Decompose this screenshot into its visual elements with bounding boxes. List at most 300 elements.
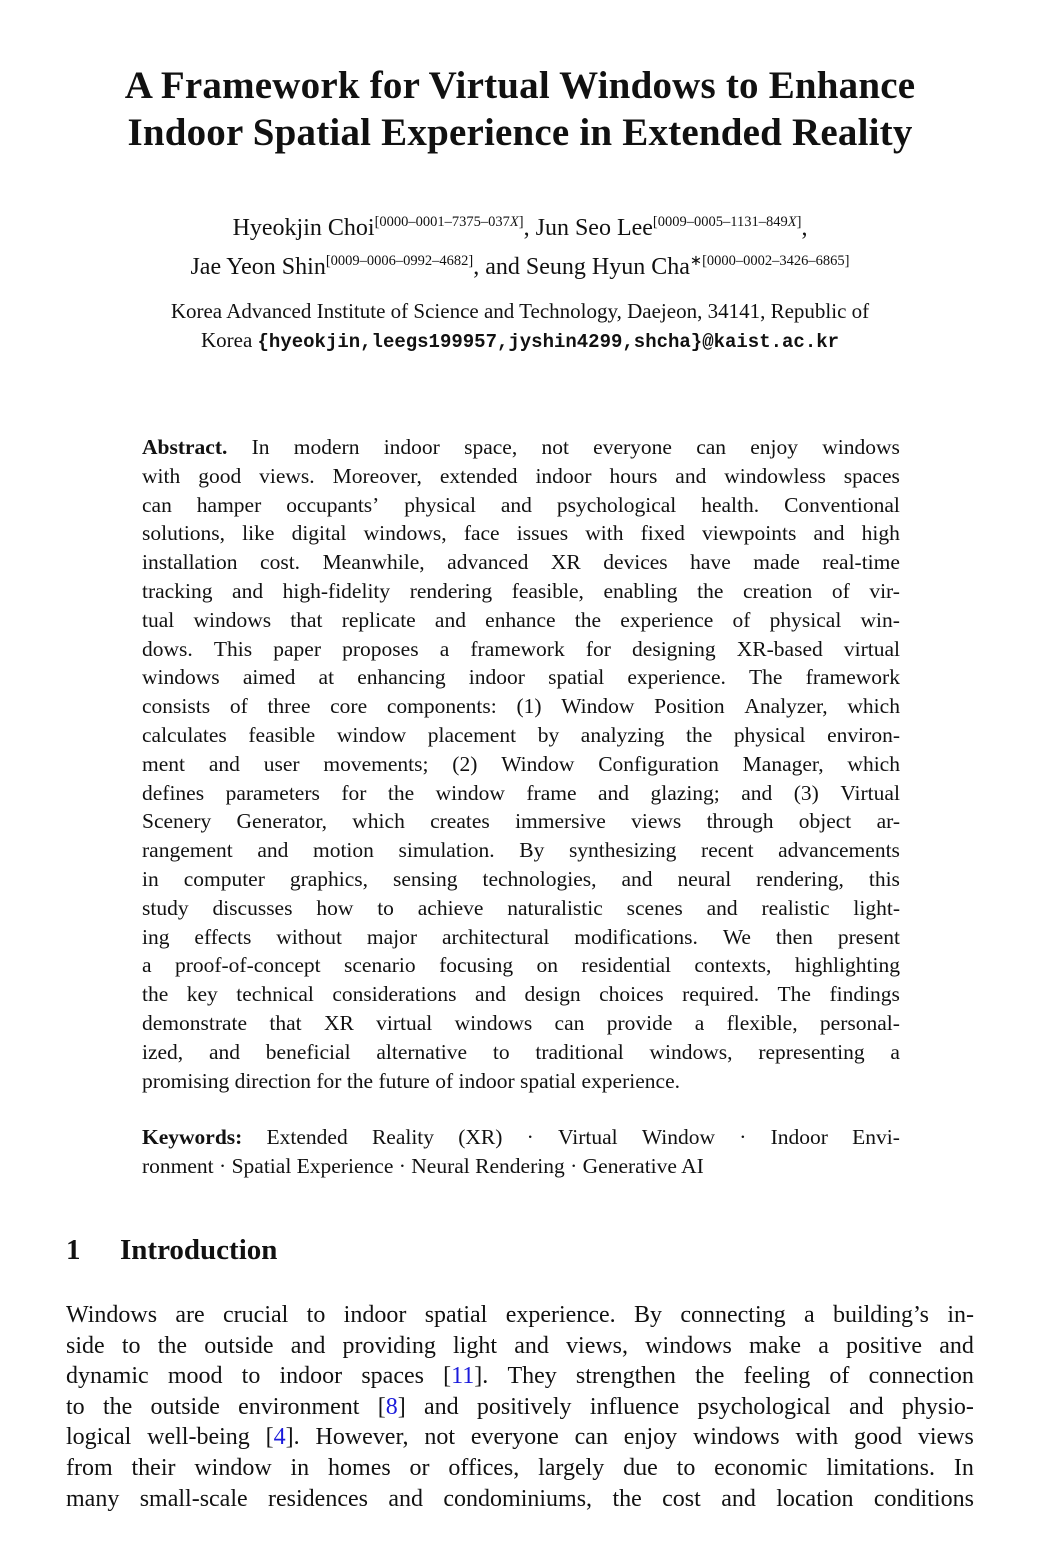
word: the	[346, 1068, 374, 1093]
word: Scenery	[142, 809, 212, 834]
word: indoor	[535, 463, 592, 488]
citation-link[interactable]: 11	[451, 1363, 475, 1390]
word: Spatial	[231, 1153, 292, 1178]
word: However,	[315, 1424, 409, 1451]
word: of	[829, 1363, 850, 1390]
affiliation	[40, 297, 1000, 357]
word: how	[316, 895, 354, 920]
corresponding-mark: ∗	[689, 253, 703, 269]
word: and	[423, 1393, 459, 1420]
word: scenario	[344, 953, 416, 978]
word: personal-	[819, 1010, 900, 1035]
label: Abstract.	[142, 435, 228, 459]
word: core	[330, 694, 368, 719]
word: that	[269, 1010, 302, 1035]
word: in-	[947, 1302, 974, 1328]
word: indoor	[383, 435, 440, 459]
word: the	[142, 982, 169, 1007]
word: feasible,	[511, 578, 584, 603]
word: views,	[566, 1332, 629, 1359]
word: the	[574, 607, 602, 632]
word: can	[574, 1424, 608, 1451]
word: extended	[439, 463, 518, 488]
word: flexible,	[726, 1010, 798, 1035]
word: immersive	[515, 809, 606, 834]
word: not	[541, 435, 569, 459]
section-title: Introduction	[120, 1234, 278, 1266]
orcid-id[interactable]: [0000–0001–7375–037X]	[374, 214, 524, 230]
word: and	[621, 866, 653, 891]
word: ·	[526, 1125, 534, 1149]
citation-link[interactable]: 4	[273, 1424, 286, 1451]
word: neural	[677, 866, 732, 891]
intro-line	[66, 1422, 974, 1453]
word: connection	[868, 1363, 974, 1390]
word: This	[213, 636, 253, 661]
word: considerations	[332, 982, 457, 1007]
word: connecting	[680, 1302, 786, 1328]
word: of	[732, 607, 751, 632]
word: can	[142, 492, 172, 517]
word: present	[837, 924, 900, 949]
word: window	[336, 722, 407, 747]
word: spatial	[424, 1302, 488, 1328]
word: enhance	[485, 607, 556, 632]
word: experience	[620, 607, 714, 632]
word: windows	[692, 1424, 780, 1451]
word: findings	[829, 982, 900, 1007]
word: Window	[641, 1125, 716, 1149]
abstract	[142, 433, 900, 1095]
word: spaces	[843, 463, 900, 488]
word: and	[232, 578, 264, 603]
word: discusses	[212, 895, 293, 920]
abstract-line	[142, 606, 900, 635]
word: simulation.	[398, 838, 495, 863]
word: and	[675, 463, 707, 488]
word: Configuration	[598, 751, 719, 776]
word	[142, 433, 227, 462]
word: windows	[454, 1010, 533, 1035]
abstract-line	[142, 980, 900, 1009]
word: user	[263, 751, 300, 776]
word: to	[676, 1454, 696, 1481]
word: virtual	[376, 1010, 433, 1035]
word: three	[267, 694, 311, 719]
word: tracking	[142, 578, 213, 603]
abstract-line	[142, 663, 900, 692]
word: and	[290, 1332, 326, 1359]
author-list	[40, 206, 1000, 284]
word: (XR)	[458, 1125, 503, 1149]
abstract-line	[142, 923, 900, 952]
word: Reality	[371, 1125, 435, 1149]
word: psychological	[556, 492, 677, 517]
word: movements;	[323, 751, 429, 776]
word: and	[388, 1485, 424, 1512]
word: views	[631, 809, 682, 834]
word: crucial	[223, 1302, 289, 1328]
word: technical	[236, 982, 314, 1007]
abstract-line	[142, 779, 900, 808]
word: of	[229, 694, 248, 719]
word: Windows	[66, 1302, 158, 1328]
word: in	[290, 1454, 310, 1481]
author-line	[40, 206, 1000, 245]
word: logical	[66, 1424, 132, 1451]
word: hours	[609, 463, 658, 488]
word: the	[612, 1485, 642, 1512]
word: motion	[312, 838, 374, 863]
word: to	[492, 1039, 510, 1064]
word: positively	[476, 1393, 572, 1420]
word: space,	[464, 435, 518, 459]
word: window	[194, 1454, 272, 1481]
word: windows	[645, 1332, 732, 1359]
word: the	[157, 1332, 188, 1359]
word: traditional	[535, 1039, 624, 1064]
word: By	[519, 838, 545, 863]
abstract-line	[142, 462, 900, 491]
word: major	[366, 924, 418, 949]
word: then	[775, 924, 813, 949]
word: framework	[470, 636, 565, 661]
word: cost	[662, 1485, 701, 1512]
word: and	[813, 521, 845, 546]
word: a	[818, 1332, 829, 1359]
intro-line	[66, 1300, 974, 1331]
word: psychological	[697, 1393, 831, 1420]
word: the	[685, 722, 713, 747]
orcid-id[interactable]: [0009–0006–0992–4682]	[325, 253, 474, 269]
author-separator: ,	[523, 215, 536, 241]
word: a	[439, 636, 450, 661]
word: mood	[167, 1363, 223, 1390]
abstract-line	[142, 951, 900, 980]
abstract-line	[142, 1038, 900, 1067]
word: design	[524, 982, 581, 1007]
word: [8]	[377, 1393, 406, 1420]
word: can	[696, 435, 727, 459]
word: naturalistic	[507, 895, 603, 920]
word: XR-based	[736, 636, 823, 661]
word: small-scale	[139, 1485, 248, 1512]
word: alternative	[376, 1039, 468, 1064]
word: graphics,	[289, 866, 369, 891]
word: windows,	[363, 521, 447, 546]
word: XR	[323, 1010, 354, 1035]
word: providing	[342, 1332, 436, 1359]
word: and	[208, 751, 240, 776]
word: scenes	[626, 895, 683, 920]
keywords-line	[142, 1152, 900, 1181]
word: without	[276, 924, 342, 949]
word: outside	[150, 1393, 220, 1420]
word: economic	[714, 1454, 808, 1481]
word: a	[803, 1302, 815, 1328]
word: side	[66, 1332, 105, 1359]
word: viewpoints	[701, 521, 797, 546]
word: views.	[259, 463, 315, 488]
word: ·	[219, 1153, 227, 1178]
intro-line	[66, 1484, 974, 1515]
word: physio-	[901, 1393, 974, 1420]
email-addresses[interactable]: {hyeokjin,leegs199957,jyshin4299,shcha}@kaist.ac.kr	[257, 331, 840, 353]
word: direction	[234, 1068, 311, 1093]
word: architectural	[441, 924, 550, 949]
word: Envi-	[852, 1125, 900, 1149]
word: defines	[142, 780, 205, 805]
word: They	[507, 1363, 557, 1390]
word: and	[721, 1485, 756, 1512]
word: win-	[860, 607, 900, 632]
word: largely	[538, 1454, 605, 1481]
word: Virtual	[840, 780, 900, 805]
word: dows.	[142, 636, 193, 661]
word: and	[514, 1332, 549, 1359]
abstract-line	[142, 1009, 900, 1038]
word: made	[753, 550, 800, 575]
word: enjoy	[750, 435, 799, 459]
word: influence	[589, 1393, 680, 1420]
intro-line	[66, 1453, 974, 1484]
orcid-id[interactable]: [0009–0005–1131–849X]	[652, 214, 802, 230]
word: ronment	[142, 1153, 214, 1178]
abstract-line	[142, 836, 900, 865]
title-line: Indoor Spatial Experience in Extended Reality	[127, 111, 913, 154]
word: achieve	[417, 895, 484, 920]
word: with	[142, 463, 181, 488]
word: light	[453, 1332, 498, 1359]
word: glazing;	[650, 780, 720, 805]
author-separator: ,	[801, 215, 808, 241]
word: In	[251, 435, 270, 459]
word: feasible	[248, 722, 316, 747]
word: positive	[846, 1332, 923, 1359]
word: ar-	[876, 809, 900, 834]
word: to	[66, 1393, 85, 1420]
word: have	[690, 550, 731, 575]
word: Conventional	[784, 492, 900, 517]
abstract-line	[142, 692, 900, 721]
word: digital	[291, 521, 347, 546]
word: from	[66, 1454, 113, 1481]
affiliation-line: Korea {hyeokjin,leegs199957,jyshin4299,shcha}@kaist.ac.kr	[200, 328, 840, 353]
word: a	[142, 953, 152, 978]
word: provide	[606, 1010, 673, 1035]
word: Rendering	[475, 1153, 565, 1178]
word: Generative	[582, 1153, 677, 1178]
word: sensing	[393, 866, 458, 891]
word: on	[536, 953, 559, 978]
word: experience.	[505, 1302, 616, 1328]
word: devices	[603, 550, 668, 575]
word: and	[848, 1393, 884, 1420]
word: real-time	[822, 550, 900, 575]
word: windows	[822, 435, 900, 459]
word: installation	[142, 550, 238, 575]
intro-line	[66, 1331, 974, 1362]
word: study	[142, 895, 189, 920]
word: In	[953, 1454, 974, 1481]
word: condominiums,	[443, 1485, 593, 1512]
word: frame	[526, 780, 577, 805]
word: enjoy	[623, 1424, 678, 1451]
word: choices	[599, 982, 664, 1007]
word: experience.	[581, 1068, 680, 1093]
word: beneficial	[265, 1039, 351, 1064]
word: and	[598, 780, 630, 805]
word: modern	[293, 435, 360, 459]
word: ·	[570, 1153, 578, 1178]
title-line: A Framework for Virtual Windows to Enhance	[124, 64, 916, 107]
word: virtual	[843, 636, 900, 661]
word: that	[290, 607, 323, 632]
word: are	[175, 1302, 205, 1328]
orcid-id[interactable]: [0000–0002–3426–6865]	[702, 253, 850, 269]
word: for	[316, 1068, 342, 1093]
abstract-line	[142, 894, 900, 923]
author-line	[40, 245, 1000, 284]
word: through	[706, 809, 774, 834]
word: indoor	[343, 1302, 407, 1328]
word: framework	[805, 665, 900, 690]
word: proposes	[342, 636, 419, 661]
author-name: Jae Yeon Shin	[190, 254, 326, 280]
word: Window	[561, 694, 635, 719]
word: and	[741, 780, 773, 805]
word: health.	[701, 492, 760, 517]
word: required.	[682, 982, 760, 1007]
word: and	[208, 1039, 241, 1064]
word: windows	[193, 607, 272, 632]
word: light-	[853, 895, 900, 920]
word: creation	[742, 578, 813, 603]
word: We	[722, 924, 751, 949]
word: ized,	[142, 1039, 184, 1064]
word: windows	[142, 665, 220, 690]
word: conditions	[873, 1485, 974, 1512]
word: analyzing	[580, 722, 665, 747]
word: windows,	[649, 1039, 733, 1064]
word: Manager,	[742, 751, 824, 776]
word: good	[854, 1424, 902, 1451]
label: Keywords:	[142, 1125, 243, 1149]
word: Virtual	[558, 1125, 618, 1149]
word: building’s	[832, 1302, 929, 1328]
abstract-line	[142, 807, 900, 836]
word: the	[387, 780, 415, 805]
citation-link[interactable]: 8	[385, 1393, 398, 1420]
word: the	[102, 1393, 133, 1420]
word: synthesizing	[568, 838, 677, 863]
word: outside	[204, 1332, 274, 1359]
word: Extended	[266, 1125, 348, 1149]
word: their	[131, 1454, 176, 1481]
word: to	[377, 895, 394, 920]
word: offices,	[448, 1454, 520, 1481]
word: the	[695, 1363, 725, 1390]
word: which	[352, 809, 405, 834]
word: Neural	[411, 1153, 470, 1178]
author-separator: , and	[473, 254, 526, 280]
word: solutions,	[142, 521, 226, 546]
word: physical	[769, 607, 842, 632]
word: consists	[142, 694, 211, 719]
word: good	[198, 463, 242, 488]
word: this	[868, 866, 900, 891]
word: technologies,	[482, 866, 597, 891]
word: cost.	[260, 550, 301, 575]
word: occupants’	[286, 492, 380, 517]
word: issues	[516, 521, 569, 546]
word: well-being	[147, 1424, 250, 1451]
word: representing	[758, 1039, 865, 1064]
word: and	[434, 607, 466, 632]
word: views	[917, 1424, 974, 1451]
affiliation-line: Korea Advanced Institute of Science and Technology, Daejeon, 34141, Republic of	[170, 299, 870, 323]
word: not	[424, 1424, 455, 1451]
word: advanced	[447, 550, 529, 575]
word: which	[847, 694, 900, 719]
word: with	[795, 1424, 839, 1451]
word: rangement	[142, 838, 233, 863]
word: everyone	[593, 435, 672, 459]
word: Window	[501, 751, 575, 776]
word: a	[890, 1039, 900, 1064]
word: parameters	[225, 780, 320, 805]
abstract-line	[142, 519, 900, 548]
word: [11].	[443, 1363, 489, 1390]
word: XR	[550, 550, 581, 575]
word: and	[706, 895, 738, 920]
word: by	[537, 722, 560, 747]
word: realistic	[761, 895, 830, 920]
word: everyone	[470, 1424, 559, 1451]
word: strengthen	[575, 1363, 676, 1390]
word: environment	[238, 1393, 360, 1420]
word: ment	[142, 751, 185, 776]
word: spaces	[361, 1363, 424, 1390]
word: for	[585, 636, 611, 661]
section-heading	[66, 1232, 277, 1268]
abstract-line	[142, 548, 900, 577]
word: feeling	[743, 1363, 811, 1390]
abstract-line	[142, 865, 900, 894]
word: with	[585, 521, 624, 546]
abstract-line	[142, 635, 900, 664]
word: highlighting	[794, 953, 900, 978]
word: location	[776, 1485, 854, 1512]
word: placement	[427, 722, 517, 747]
word: The	[749, 665, 783, 690]
word: indoor	[279, 1363, 343, 1390]
word: can	[554, 1010, 585, 1035]
word: to	[306, 1302, 326, 1328]
word: due	[623, 1454, 658, 1481]
word: Position	[654, 694, 725, 719]
word: proof-of-concept	[174, 953, 321, 978]
word: physical	[404, 492, 476, 517]
word: Meanwhile,	[322, 550, 425, 575]
word: which	[847, 751, 900, 776]
author-name: Hyeokjin Choi	[232, 215, 375, 241]
word: object	[798, 809, 852, 834]
word: ·	[398, 1153, 406, 1178]
word: effects	[194, 924, 252, 949]
word: tual	[142, 607, 175, 632]
word: indoor	[468, 665, 525, 690]
